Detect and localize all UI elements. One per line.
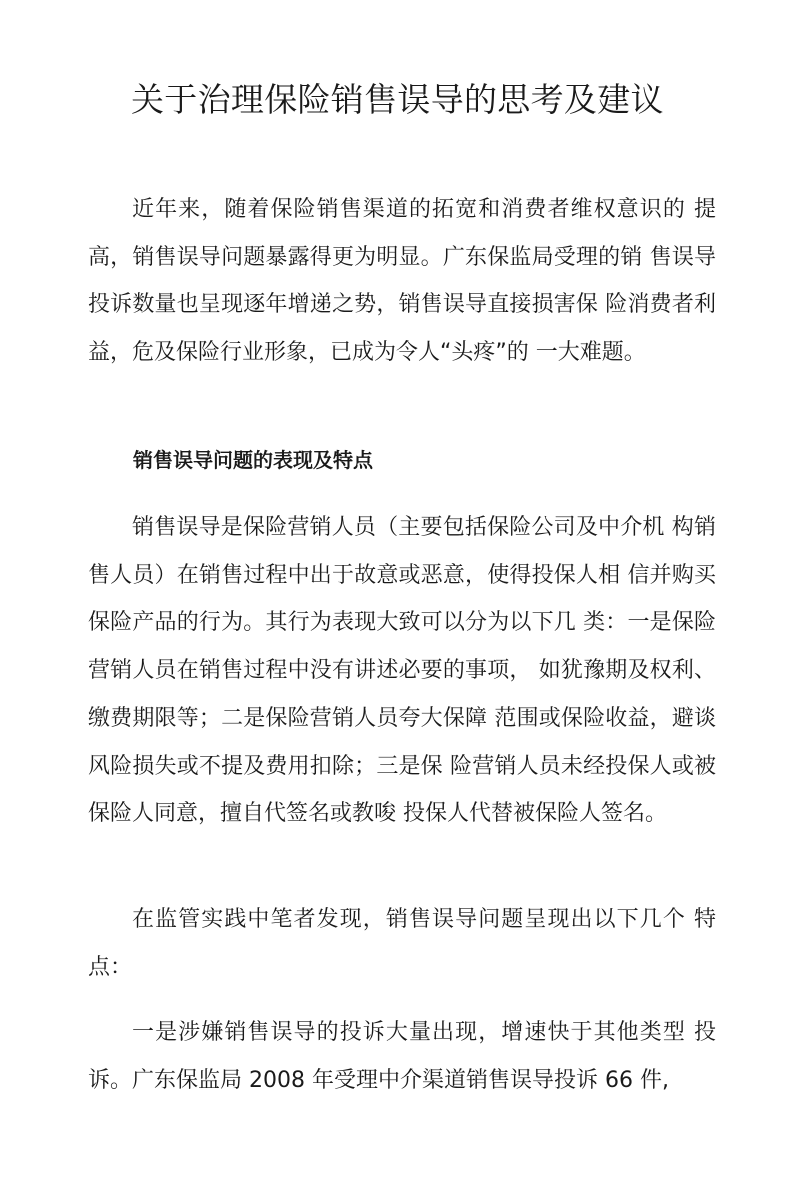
definition-paragraph: 销售误导是保险营销人员（主要包括保险公司及中介机 构销售人员）在销售过程中出于故意或恶意，使得投保人相 信并购买保险产品的行为。其行为表现大致可以分为以下几 类：一是保险营销人员在销售过程中没有讲述必要的事项， 如犹豫期及权利、缴费期限等；二是保险营销人员夸大保障 范围或保险收益，避谈风险损失或不提及费用扣除；三是保 险营销人员未经投保人或被保险人同意，擅自代签名或教唆 投保人代替被保险人签名。 — [88, 515, 716, 827]
feature-one-paragraph: 一是涉嫌销售误导的投诉大量出现，增速快于其他类型 投诉。广东保监局 2008 年受理中介渠道销售误导投诉 66 件, — [88, 1020, 716, 1093]
intro-paragraph: 近年来，随着保险销售渠道的拓宽和消费者维权意识的 提高，销售误导问题暴露得更为明显。广东保监局受理的销 售误导投诉数量也呈现逐年增递之势，销售误导直接损害保 险消费者利益，危及保险行业形象，已成为令人“头疼”的 一大难题。 — [88, 197, 716, 366]
section-heading: 销售误导问题的表现及特点 — [133, 448, 373, 472]
observation-paragraph: 在监管实践中笔者发现，销售误导问题呈现出以下几个 特点： — [88, 907, 716, 980]
document-title: 关于治理保险销售误导的思考及建议 — [131, 80, 664, 119]
